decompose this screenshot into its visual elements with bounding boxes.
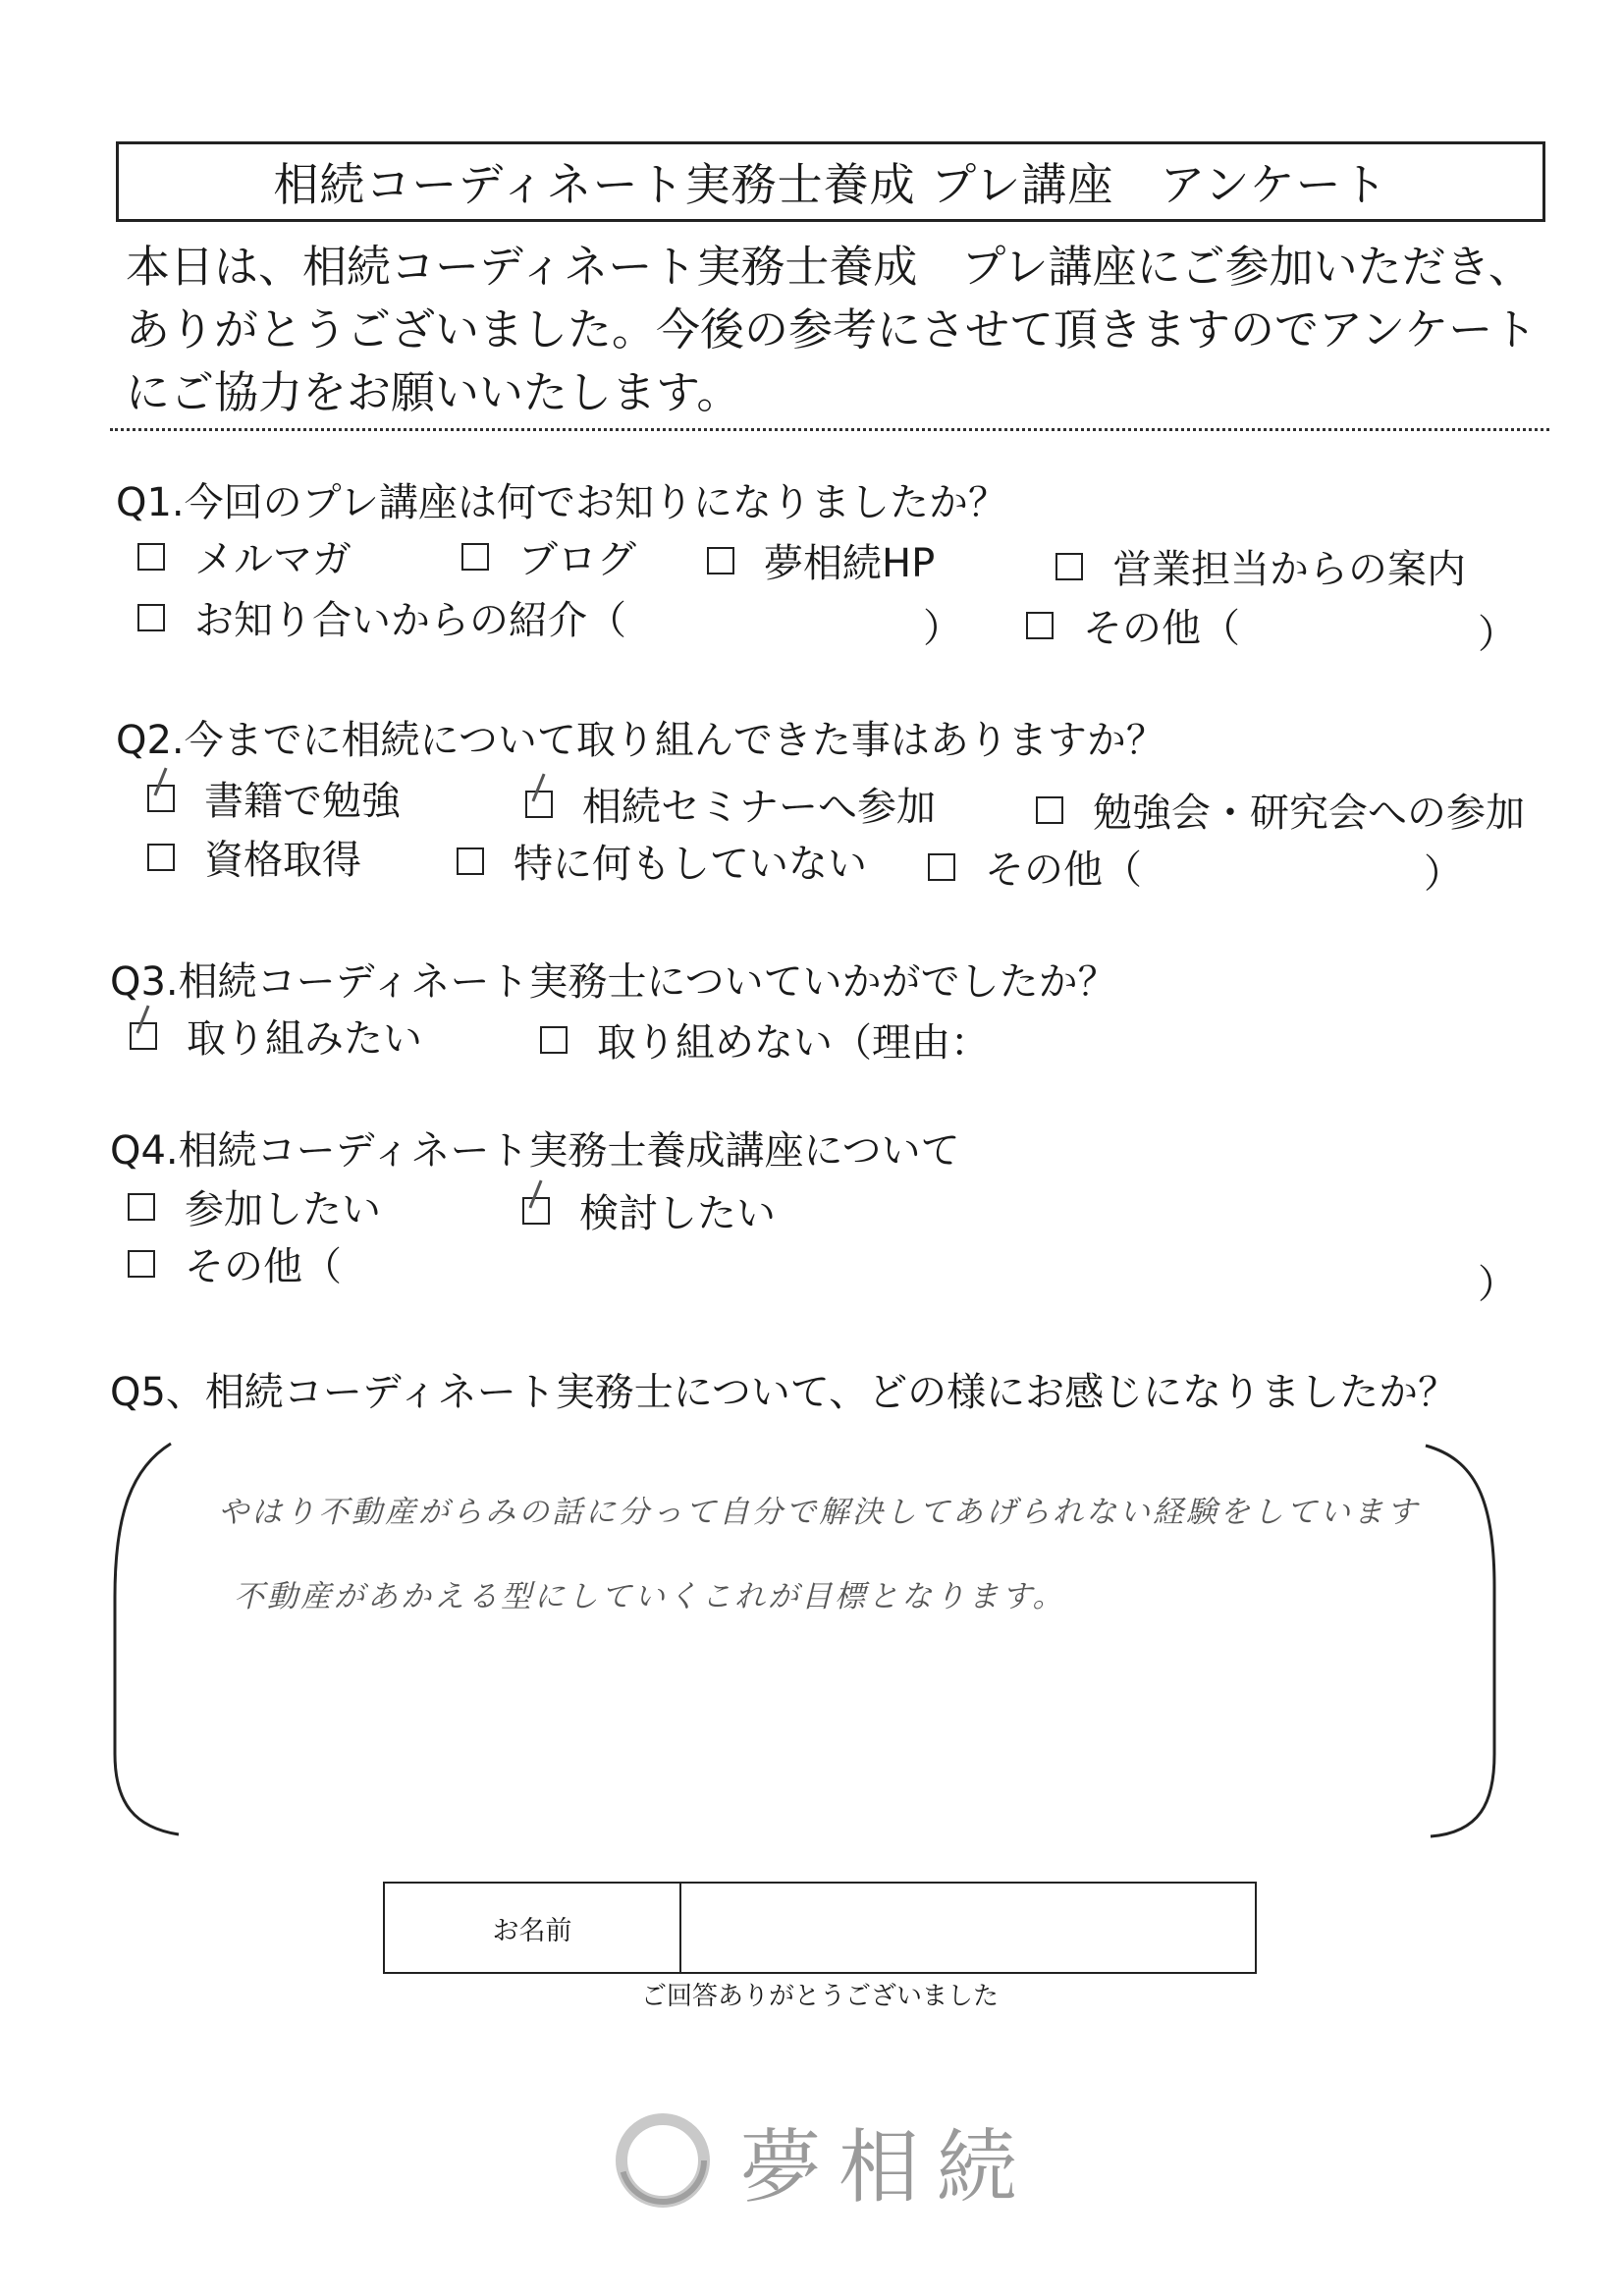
checkbox[interactable] (137, 604, 165, 631)
intro-line: 本日は、相続コーディネート実務士養成 プレ講座にご参加いただき、 (126, 241, 1533, 293)
intro-line: にご協力をお願いいたします。 (126, 366, 741, 418)
option-label: その他（ (185, 1244, 342, 1289)
checkbox[interactable] (707, 547, 734, 574)
checkbox[interactable] (137, 543, 165, 571)
name-input[interactable] (681, 1884, 1255, 1972)
option-label: 相続セミナーへ参加 (582, 785, 936, 830)
checkbox[interactable] (147, 844, 175, 871)
thanks-text: ご回答ありがとうございました (640, 1982, 999, 2011)
checkbox[interactable] (928, 853, 955, 881)
q4-option-other[interactable] (128, 1235, 342, 1291)
checkbox[interactable] (128, 1193, 155, 1221)
option-label: その他（ (1083, 606, 1240, 651)
option-label: 取り組みたい (187, 1016, 422, 1062)
logo-text: 夢相続 (740, 2120, 1036, 2214)
q2-option-study-group[interactable] (1036, 782, 1525, 838)
checkbox-checked[interactable] (130, 1022, 157, 1050)
option-label: 参加したい (185, 1187, 381, 1232)
q4-option-join[interactable] (128, 1178, 381, 1234)
survey-title-text: 相続コーディネート実務士養成 プレ講座 アンケート (273, 158, 1388, 211)
q2-option-other[interactable] (928, 839, 1142, 895)
checkbox[interactable] (540, 1026, 568, 1054)
logo-ring-icon (609, 2106, 717, 2214)
checkbox[interactable] (1026, 612, 1054, 639)
option-label: メルマガ (194, 537, 352, 582)
q2-option-books[interactable] (147, 770, 401, 826)
name-table (383, 1882, 1257, 1974)
option-label: 勉強会・研究会への参加 (1093, 791, 1525, 836)
q4-option-consider[interactable] (522, 1182, 776, 1238)
checkbox[interactable] (1036, 796, 1063, 824)
q2-other-close-paren: ） (1424, 851, 1463, 897)
option-label: 営業担当からの案内 (1112, 547, 1466, 592)
q1-option-mailmag[interactable] (137, 528, 352, 584)
option-label: 取り組めない（理由： (597, 1020, 990, 1066)
q5-question: Q5、相続コーディネート実務士について、どの様にお感じになりましたか？ (110, 1370, 1458, 1415)
dotted-divider (110, 428, 1549, 431)
q1-option-hp[interactable] (707, 532, 935, 588)
intro-line: ありがとうございました。今後の参考にさせて頂きますのでアンケート (126, 303, 1538, 355)
q2-option-nothing[interactable] (457, 833, 867, 889)
checkbox[interactable] (461, 543, 489, 571)
option-label: 資格取得 (204, 838, 361, 883)
option-label: 検討したい (579, 1191, 776, 1236)
name-label: お名前 (385, 1884, 681, 1972)
checkbox[interactable] (128, 1250, 155, 1278)
checkbox-checked[interactable] (147, 785, 175, 812)
option-label: その他（ (985, 847, 1142, 893)
checkbox-checked[interactable] (525, 791, 553, 818)
q5-answer-line[interactable]: 不動産があかえる型にしていくこれが目標となります。 (234, 1579, 1066, 1614)
logo (609, 2102, 1035, 2219)
option-label: 特に何もしていない (514, 842, 867, 887)
q2-option-seminar[interactable] (525, 776, 936, 832)
option-label: ブログ (518, 537, 636, 582)
q1-option-referral[interactable] (137, 589, 626, 645)
q1-question: Q1.今回のプレ講座は何でお知りになりましたか？ (116, 480, 1008, 525)
q3-question: Q3.相続コーディネート実務士についていかがでしたか？ (110, 959, 1117, 1005)
q1-other-close-paren: ） (1478, 612, 1517, 657)
q3-option-cannot[interactable] (540, 1011, 990, 1067)
option-label: 書籍で勉強 (204, 779, 401, 824)
checkbox[interactable] (457, 847, 484, 875)
q2-question: Q2.今までに相続について取り組んできた事はありますか？ (116, 718, 1165, 763)
option-label: お知り合いからの紹介（ (194, 598, 626, 643)
q4-other-close-paren: ） (1478, 1262, 1517, 1307)
q5-answer-line[interactable]: やはり不動産がらみの話に分って自分で解決してあげられない経験をしています (218, 1495, 1420, 1530)
q1-option-other[interactable] (1026, 597, 1240, 653)
q1-referral-close-paren: ） (923, 606, 962, 651)
q3-option-want[interactable] (130, 1008, 422, 1064)
survey-title (116, 141, 1545, 222)
intro-text (126, 236, 1559, 424)
q2-option-license[interactable] (147, 829, 361, 885)
q4-question: Q4.相続コーディネート実務士養成講座について (110, 1128, 960, 1174)
checkbox-checked[interactable] (522, 1197, 550, 1225)
option-label: 夢相続HP (764, 541, 936, 586)
q1-option-sales[interactable] (1055, 538, 1466, 594)
q1-option-blog[interactable] (461, 528, 636, 584)
checkbox[interactable] (1055, 553, 1083, 580)
